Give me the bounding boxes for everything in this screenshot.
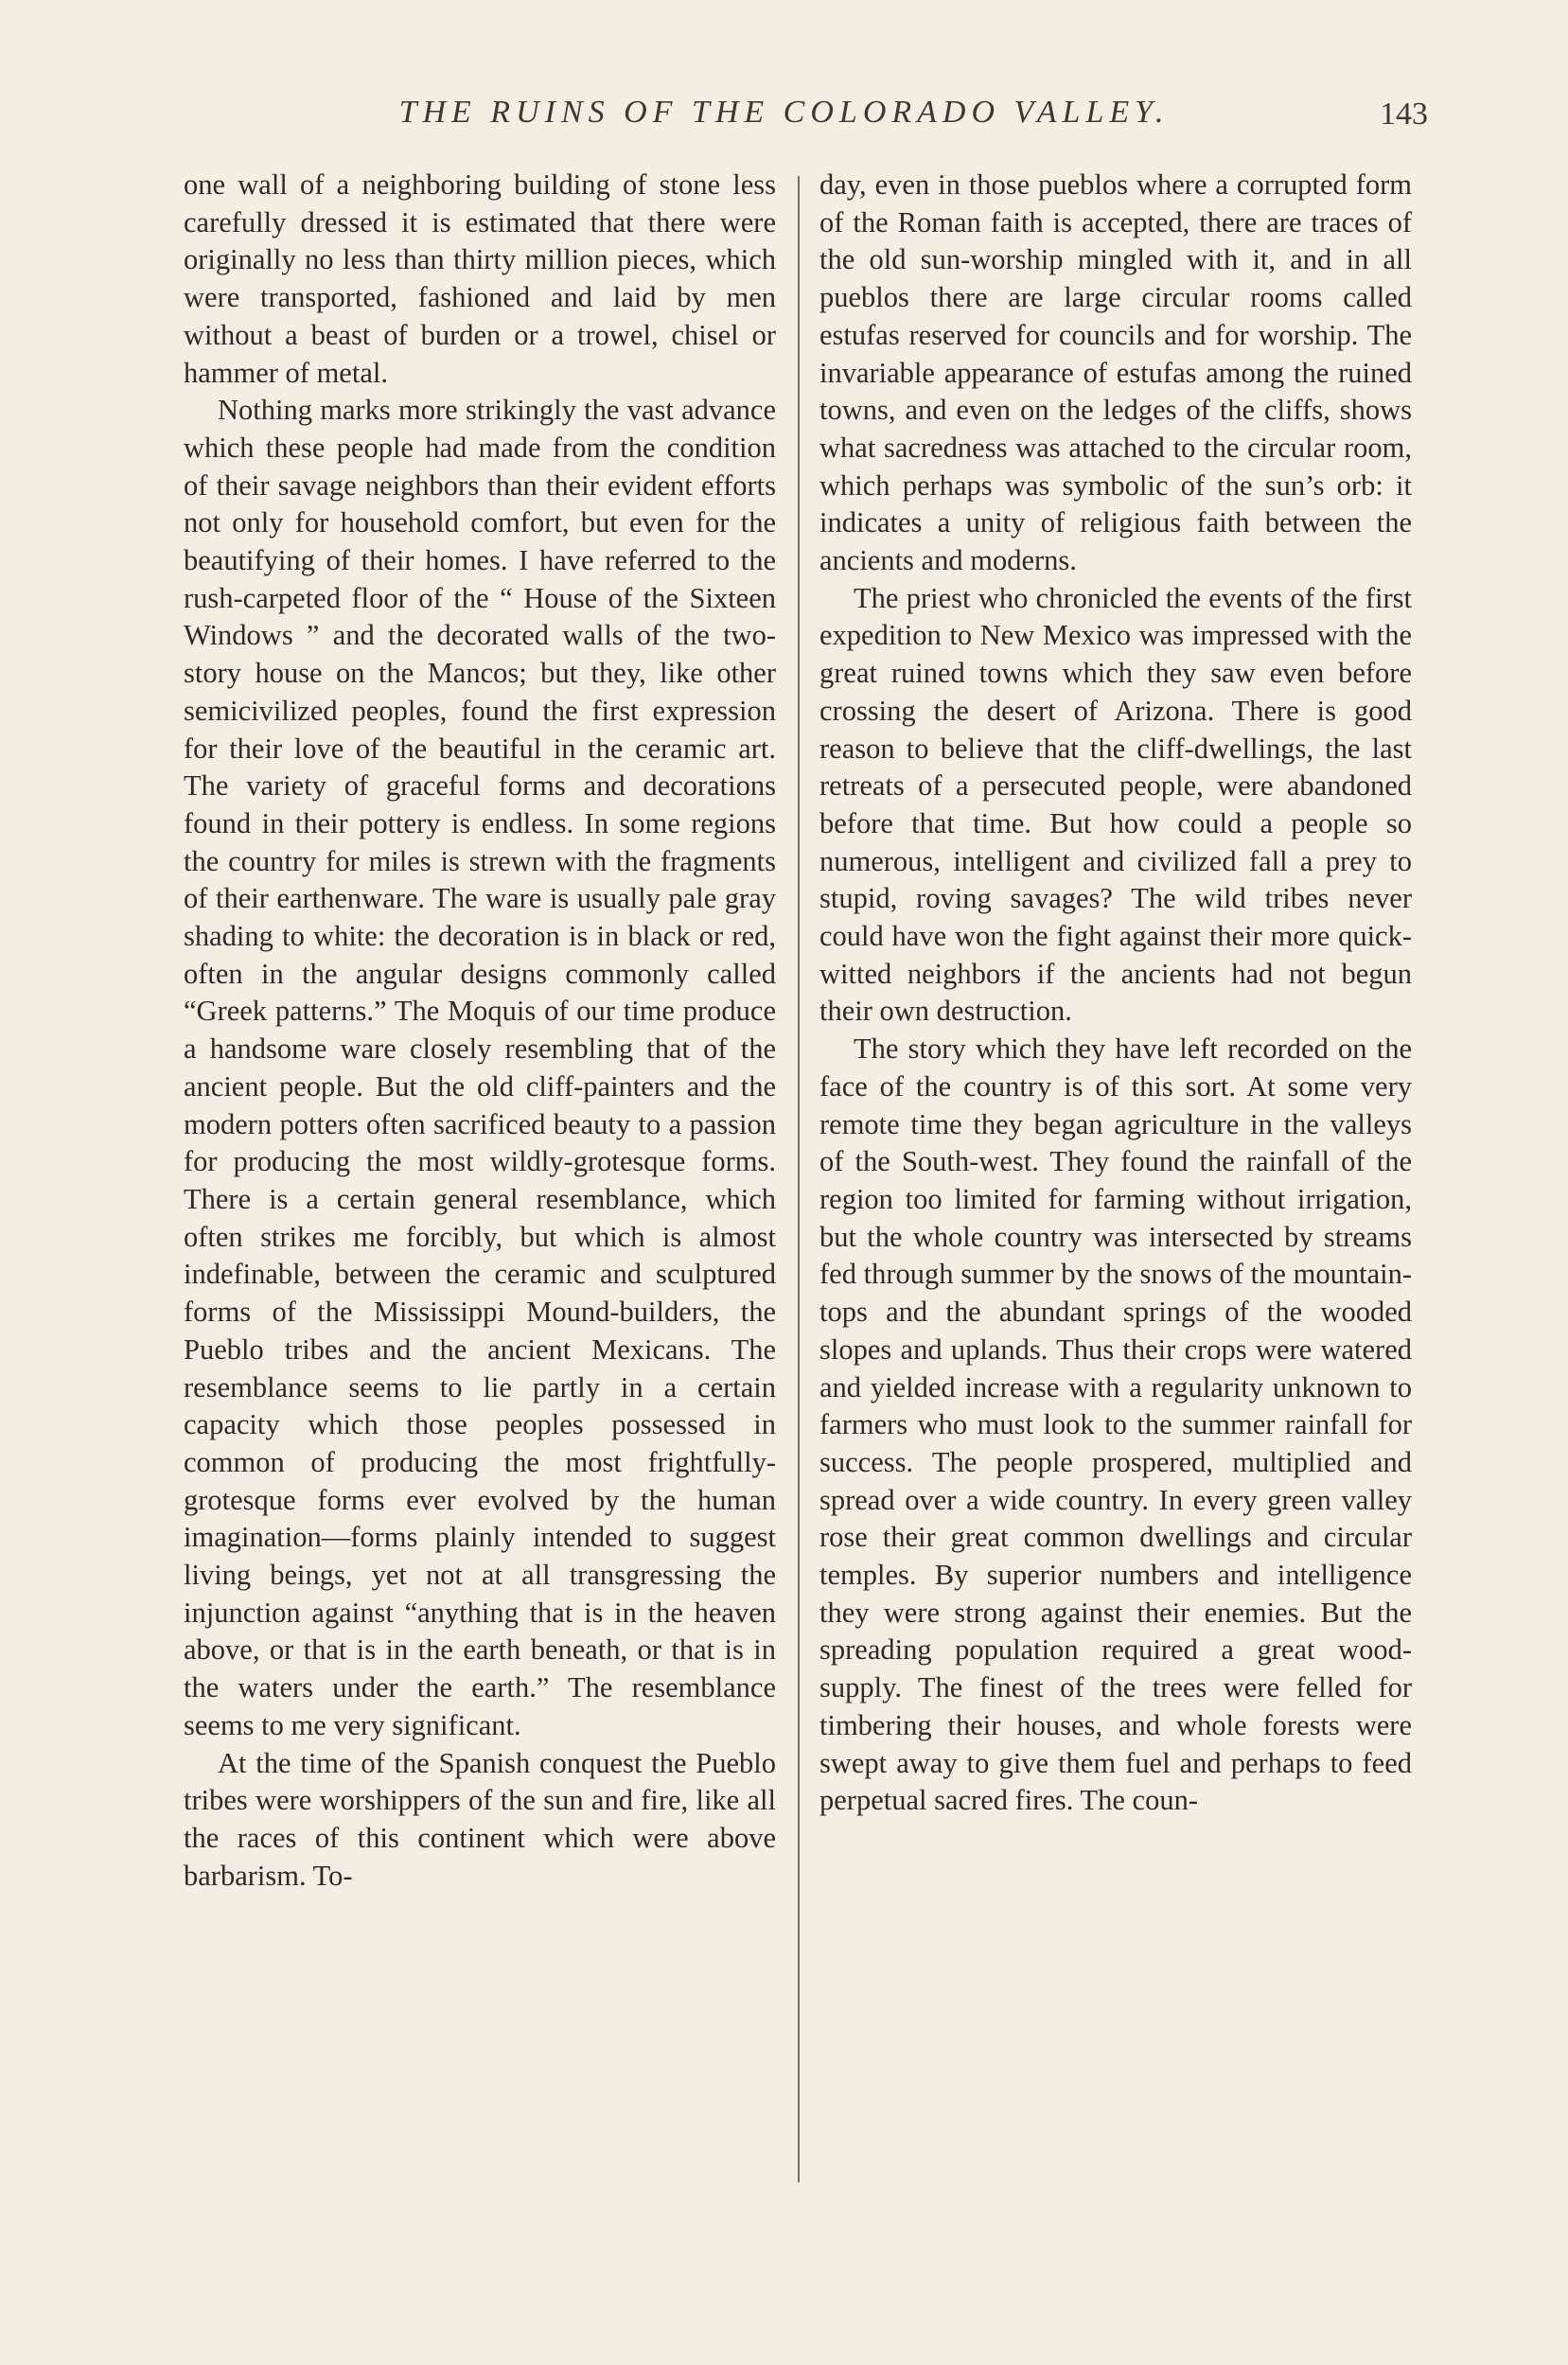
left-column [184, 167, 776, 2201]
paragraph: The story which they have left recorded on the face of the country is of this sort. At some very remote time they began agriculture in the valleys of the South-west. They found the rainfall of the region too limited for farming without irrigation, but the whole country was intersected by streams fed through summer by the snows of the mountain-tops and the abundant springs of the wooded slopes and uplands. Thus their crops were watered and yielded increase with a regularity unknown to farmers who must look to the summer rainfall for success. The people prospered, multiplied and spread over a wide country. In every green valley rose their great common dwellings and circular temples. By superior numbers and intelligence they were strong against their enemies. But the spreading population required a great wood-supply. The finest of the trees were felled for timbering their houses, and whole forests were swept away to give them fuel and perhaps to feed perpetual sacred fires. The coun- [819, 1032, 1412, 1817]
page-number: 143 [1380, 97, 1428, 132]
paragraph: one wall of a neighboring building of stone less carefully dressed it is estimated that there were originally no less than thirty million pieces, which were transported, fashioned and laid by men without a beast of burden or a trowel, chisel or hammer of metal. [184, 168, 776, 389]
running-title: THE RUINS OF THE COLORADO VALLEY. [398, 95, 1170, 130]
paragraph: day, even in those pueblos where a corrupted form of the Roman faith is accepted, there are traces of the old sun-worship mingled with it, and in all pueblos there are large circular rooms called estufas reserved for councils and for worship. The invariable appearance of estufas among the ruined towns, and even on the ledges of the cliffs, shows what sacredness was attached to the circular room, which perhaps was symbolic of the sun’s orb: it indicates a unity of religious faith between the ancients and moderns. [819, 168, 1412, 577]
running-header [0, 91, 1568, 138]
paragraph: At the time of the Spanish conquest the Pueblo tribes were worshippers of the sun and fire, like all the races of this continent which were above barbarism. To- [184, 1746, 776, 1892]
column-divider [798, 176, 800, 2182]
right-column [819, 167, 1412, 2201]
paragraph: Nothing marks more strikingly the vast advance which these people had made from the condition of their savage neighbors than their evident efforts not only for household comfort, but even for the beautifying of their homes. I have referred to the rush-carpeted floor of the “ House of the Sixteen Windows ” and the decorated walls of the two-story house on the Mancos; but they, like other semicivilized peoples, found the first expression for their love of the beautiful in the ceramic art. The variety of graceful forms and decorations found in their pottery is endless. In some regions the country for miles is strewn with the fragments of their earthenware. The ware is usually pale gray shading to white: the decoration is in black or red, often in the angular designs commonly called “Greek patterns.” The Moquis of our time produce a handsome ware closely resembling that of the ancient people. But the old cliff-painters and the modern potters often sacrificed beauty to a passion for producing the most wildly-grotesque forms. There is a certain general resemblance, which often strikes me forcibly, but which is almost indefinable, between the ceramic and sculptured forms of the Mississippi Mound-builders, the Pueblo tribes and the ancient Mexicans. The resemblance seems to lie partly in a certain capacity which those peoples possessed in common of producing the most frightfully-grotesque forms ever evolved by the human imagination—forms plainly intended to suggest living beings, yet not at all transgressing the injunction against “anything that is in the heaven above, or that is in the earth beneath, or that is in the waters under the earth.” The resemblance seems to me very significant. [184, 394, 776, 1741]
paragraph: The priest who chronicled the events of the first expedition to New Mexico was impressed with the great ruined towns which they saw even before crossing the desert of Arizona. There is good reason to believe that the cliff-dwellings, the last retreats of a persecuted people, were abandoned before that time. But how could a people so numerous, intelligent and civilized fall a prey to stupid, roving savages? The wild tribes never could have won the fight against their more quick-witted neighbors if the ancients had not begun their own destruction. [819, 581, 1412, 1028]
